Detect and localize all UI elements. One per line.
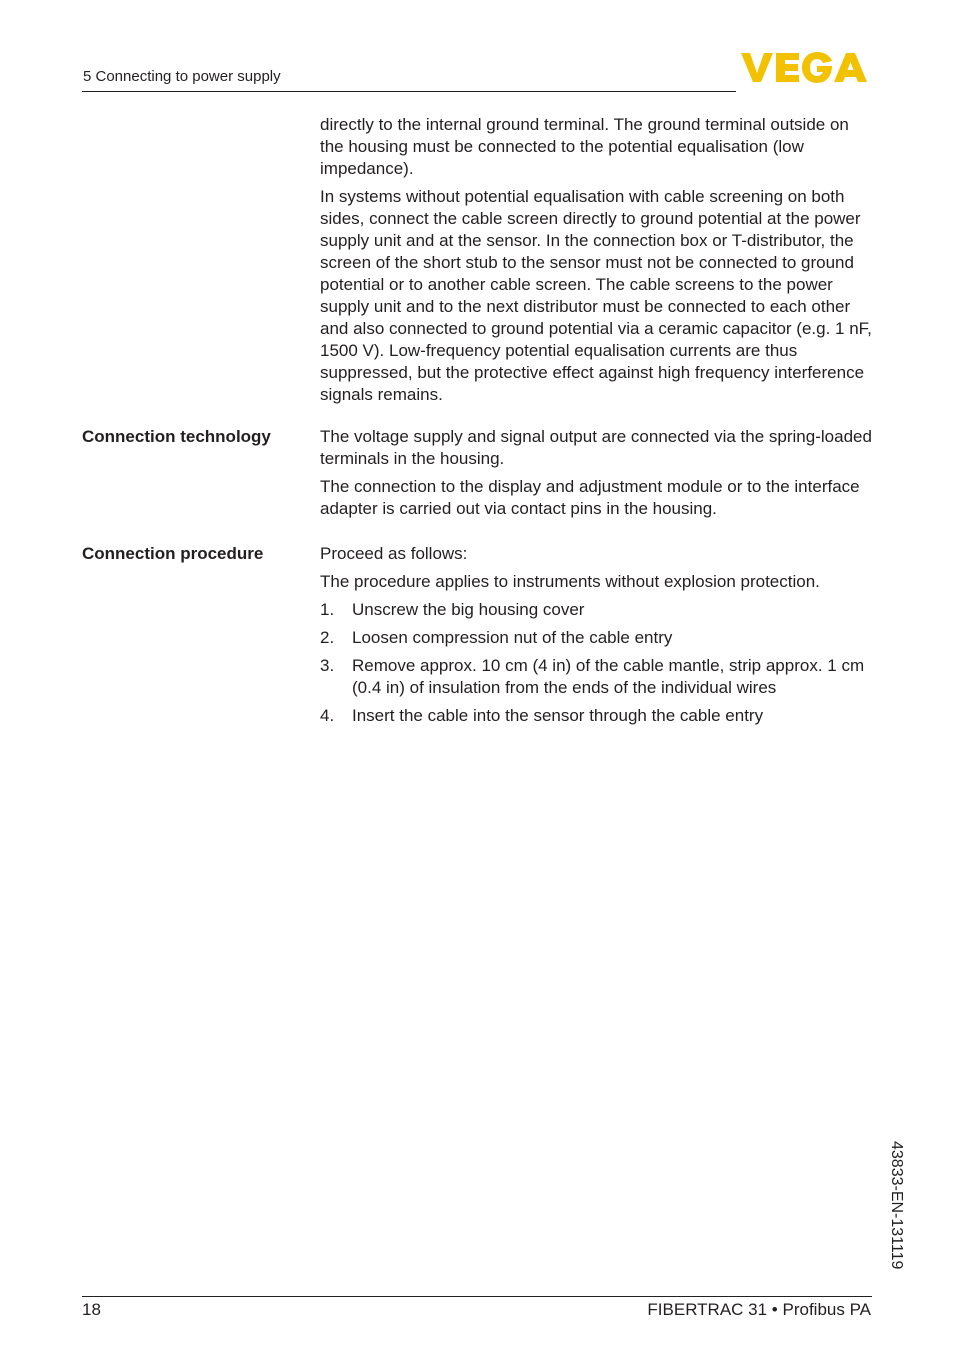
intro-paragraph: directly to the internal ground terminal. The ground terminal outside on the housing must be connected to the potential equalisation (low impedance). bbox=[320, 115, 849, 178]
technology-paragraph: The voltage supply and signal output are connected via the spring-loaded terminals in the housing. bbox=[320, 427, 872, 468]
procedure-step bbox=[320, 655, 876, 699]
step-number: 4. bbox=[320, 706, 335, 725]
vega-logo bbox=[741, 52, 872, 83]
procedure-step bbox=[320, 599, 876, 621]
step-text: Remove approx. 10 cm (4 in) of the cable mantle, strip approx. 1 cm (0.4 in) of insulation from the ends of the individual wires bbox=[352, 656, 865, 697]
procedure-steps bbox=[320, 599, 876, 727]
connection-technology-heading: Connection technology bbox=[82, 427, 271, 446]
intro-paragraph: In systems without potential equalisation with cable screening on both sides, connect the cable screen directly to ground potential at the power supply unit and at the sensor. In the connection box or T-distributor, the screen of the short stub to the sensor must not be connected to ground potential or to another cable screen. The cable screens to the power supply unit and to the next distributor must be connected to each other and also connected to ground potential via a ceramic capacitor (e.g. 1 nF, 1500 V). Low-frequency potential equalisation currents are thus suppressed, but the protective effect against high frequency interference signals remains. bbox=[320, 187, 872, 404]
connection-procedure-heading: Connection procedure bbox=[82, 544, 264, 563]
document-code: 43833-EN-131119 bbox=[888, 1141, 905, 1270]
step-number: 1. bbox=[320, 600, 335, 619]
step-text: Unscrew the big housing cover bbox=[352, 600, 585, 619]
procedure-paragraph: The procedure applies to instruments without explosion protection. bbox=[320, 572, 820, 591]
page-number: 18 bbox=[82, 1300, 101, 1319]
section-header-title: 5 Connecting to power supply bbox=[83, 68, 281, 85]
procedure-step bbox=[320, 705, 876, 727]
connection-technology-section bbox=[320, 426, 876, 526]
header-rule bbox=[82, 91, 736, 92]
footer-document-title: FIBERTRAC 31 • Profibus PA bbox=[647, 1300, 871, 1319]
procedure-step bbox=[320, 627, 876, 649]
technology-paragraph: The connection to the display and adjustment module or to the interface adapter is carried out via contact pins in the housing. bbox=[320, 477, 860, 518]
intro-text bbox=[320, 114, 876, 412]
footer-rule bbox=[82, 1296, 872, 1297]
document-code-vertical bbox=[886, 1141, 910, 1291]
step-text: Loosen compression nut of the cable entry bbox=[352, 628, 673, 647]
step-text: Insert the cable into the sensor through the cable entry bbox=[352, 706, 764, 725]
step-number: 3. bbox=[320, 656, 335, 675]
procedure-paragraph: Proceed as follows: bbox=[320, 544, 468, 563]
step-number: 2. bbox=[320, 628, 335, 647]
connection-procedure-section bbox=[320, 543, 876, 733]
